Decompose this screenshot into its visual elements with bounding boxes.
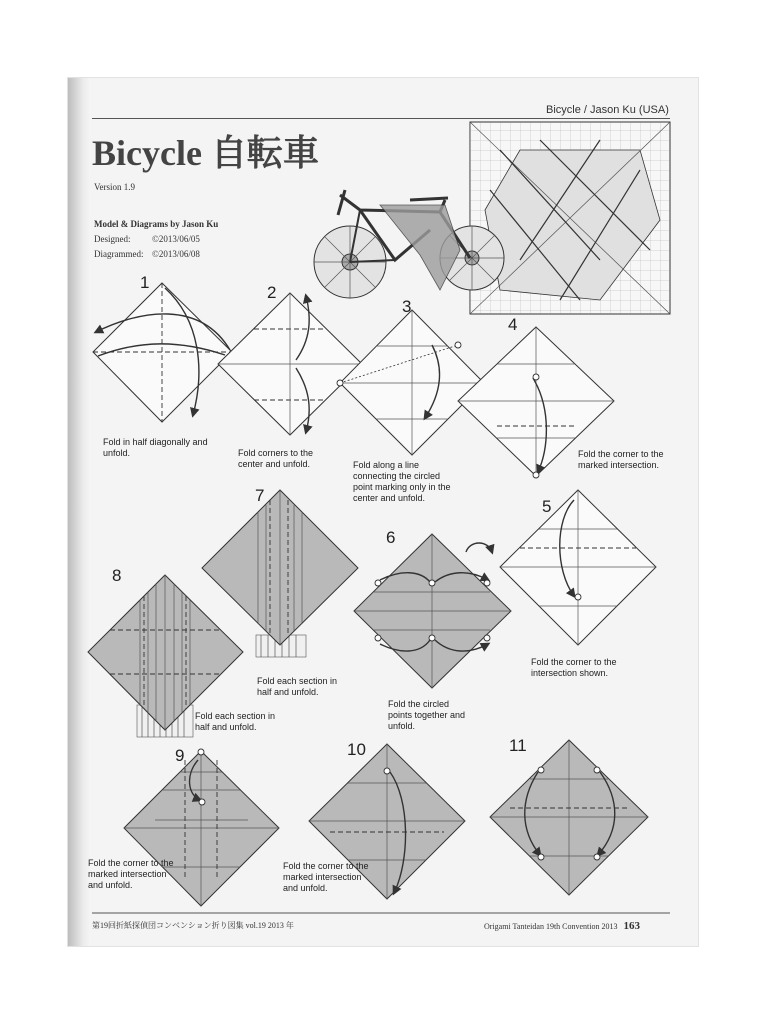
header-credit: Bicycle / Jason Ku (USA): [546, 104, 669, 116]
model-credit: Model & Diagrams by Jason Ku: [94, 219, 219, 229]
diagrammed-label: Diagrammed:: [94, 249, 144, 259]
step-6-diagram: [354, 534, 511, 688]
page-number: 163: [623, 920, 640, 932]
step-5-diagram: [500, 490, 656, 645]
step-7-diagram: [202, 490, 358, 657]
step-caption: Fold the corner to the marked intersection and unfold.: [283, 861, 369, 893]
step-number: 3: [402, 297, 412, 316]
step-caption: Fold the corner to the marked intersection.: [578, 449, 664, 470]
page-title: Bicycle 自転車: [92, 133, 319, 173]
step-caption: Fold the circled points together and unfold.: [388, 699, 466, 731]
step-number: 8: [112, 566, 122, 585]
step-number: 4: [508, 315, 518, 334]
step-2-diagram: [218, 293, 362, 435]
step-number: 2: [267, 283, 277, 302]
footer-right: [484, 920, 640, 932]
step-caption: Fold each section in half and unfold.: [257, 676, 338, 697]
step-number: 7: [255, 486, 265, 505]
version-label: Version 1.9: [94, 182, 135, 192]
step-caption: Fold each section in half and unfold.: [195, 711, 276, 732]
designed-label: Designed:: [94, 234, 131, 244]
step-1-diagram: [93, 283, 232, 422]
step-number: 1: [140, 273, 150, 292]
step-caption: Fold along a line connecting the circled point marking only in the center and unfold.: [353, 460, 451, 503]
step-number: 11: [509, 736, 527, 755]
step-number: 10: [347, 740, 366, 759]
designed-date: ©2013/06/05: [152, 234, 200, 244]
footer-left: 第19回折紙探偵団コンベンション折り図集 vol.19 2013 年: [92, 921, 294, 930]
step-number: 9: [175, 746, 185, 765]
step-3-diagram: [337, 310, 484, 455]
step-11-diagram: [490, 740, 648, 895]
step-caption: Fold in half diagonally and unfold.: [103, 437, 208, 458]
step-caption: Fold the corner to the intersection shown.: [531, 657, 617, 678]
step-caption: Fold the corner to the marked intersection and unfold.: [88, 858, 174, 890]
step-number: 5: [542, 497, 552, 516]
step-caption: Fold corners to the center and unfold.: [238, 448, 314, 469]
crease-pattern-image: [470, 122, 670, 314]
diagrammed-date: ©2013/06/08: [152, 249, 200, 259]
footer-publication: Origami Tanteidan 19th Convention 2013: [484, 922, 618, 931]
step-number: 6: [386, 528, 396, 547]
